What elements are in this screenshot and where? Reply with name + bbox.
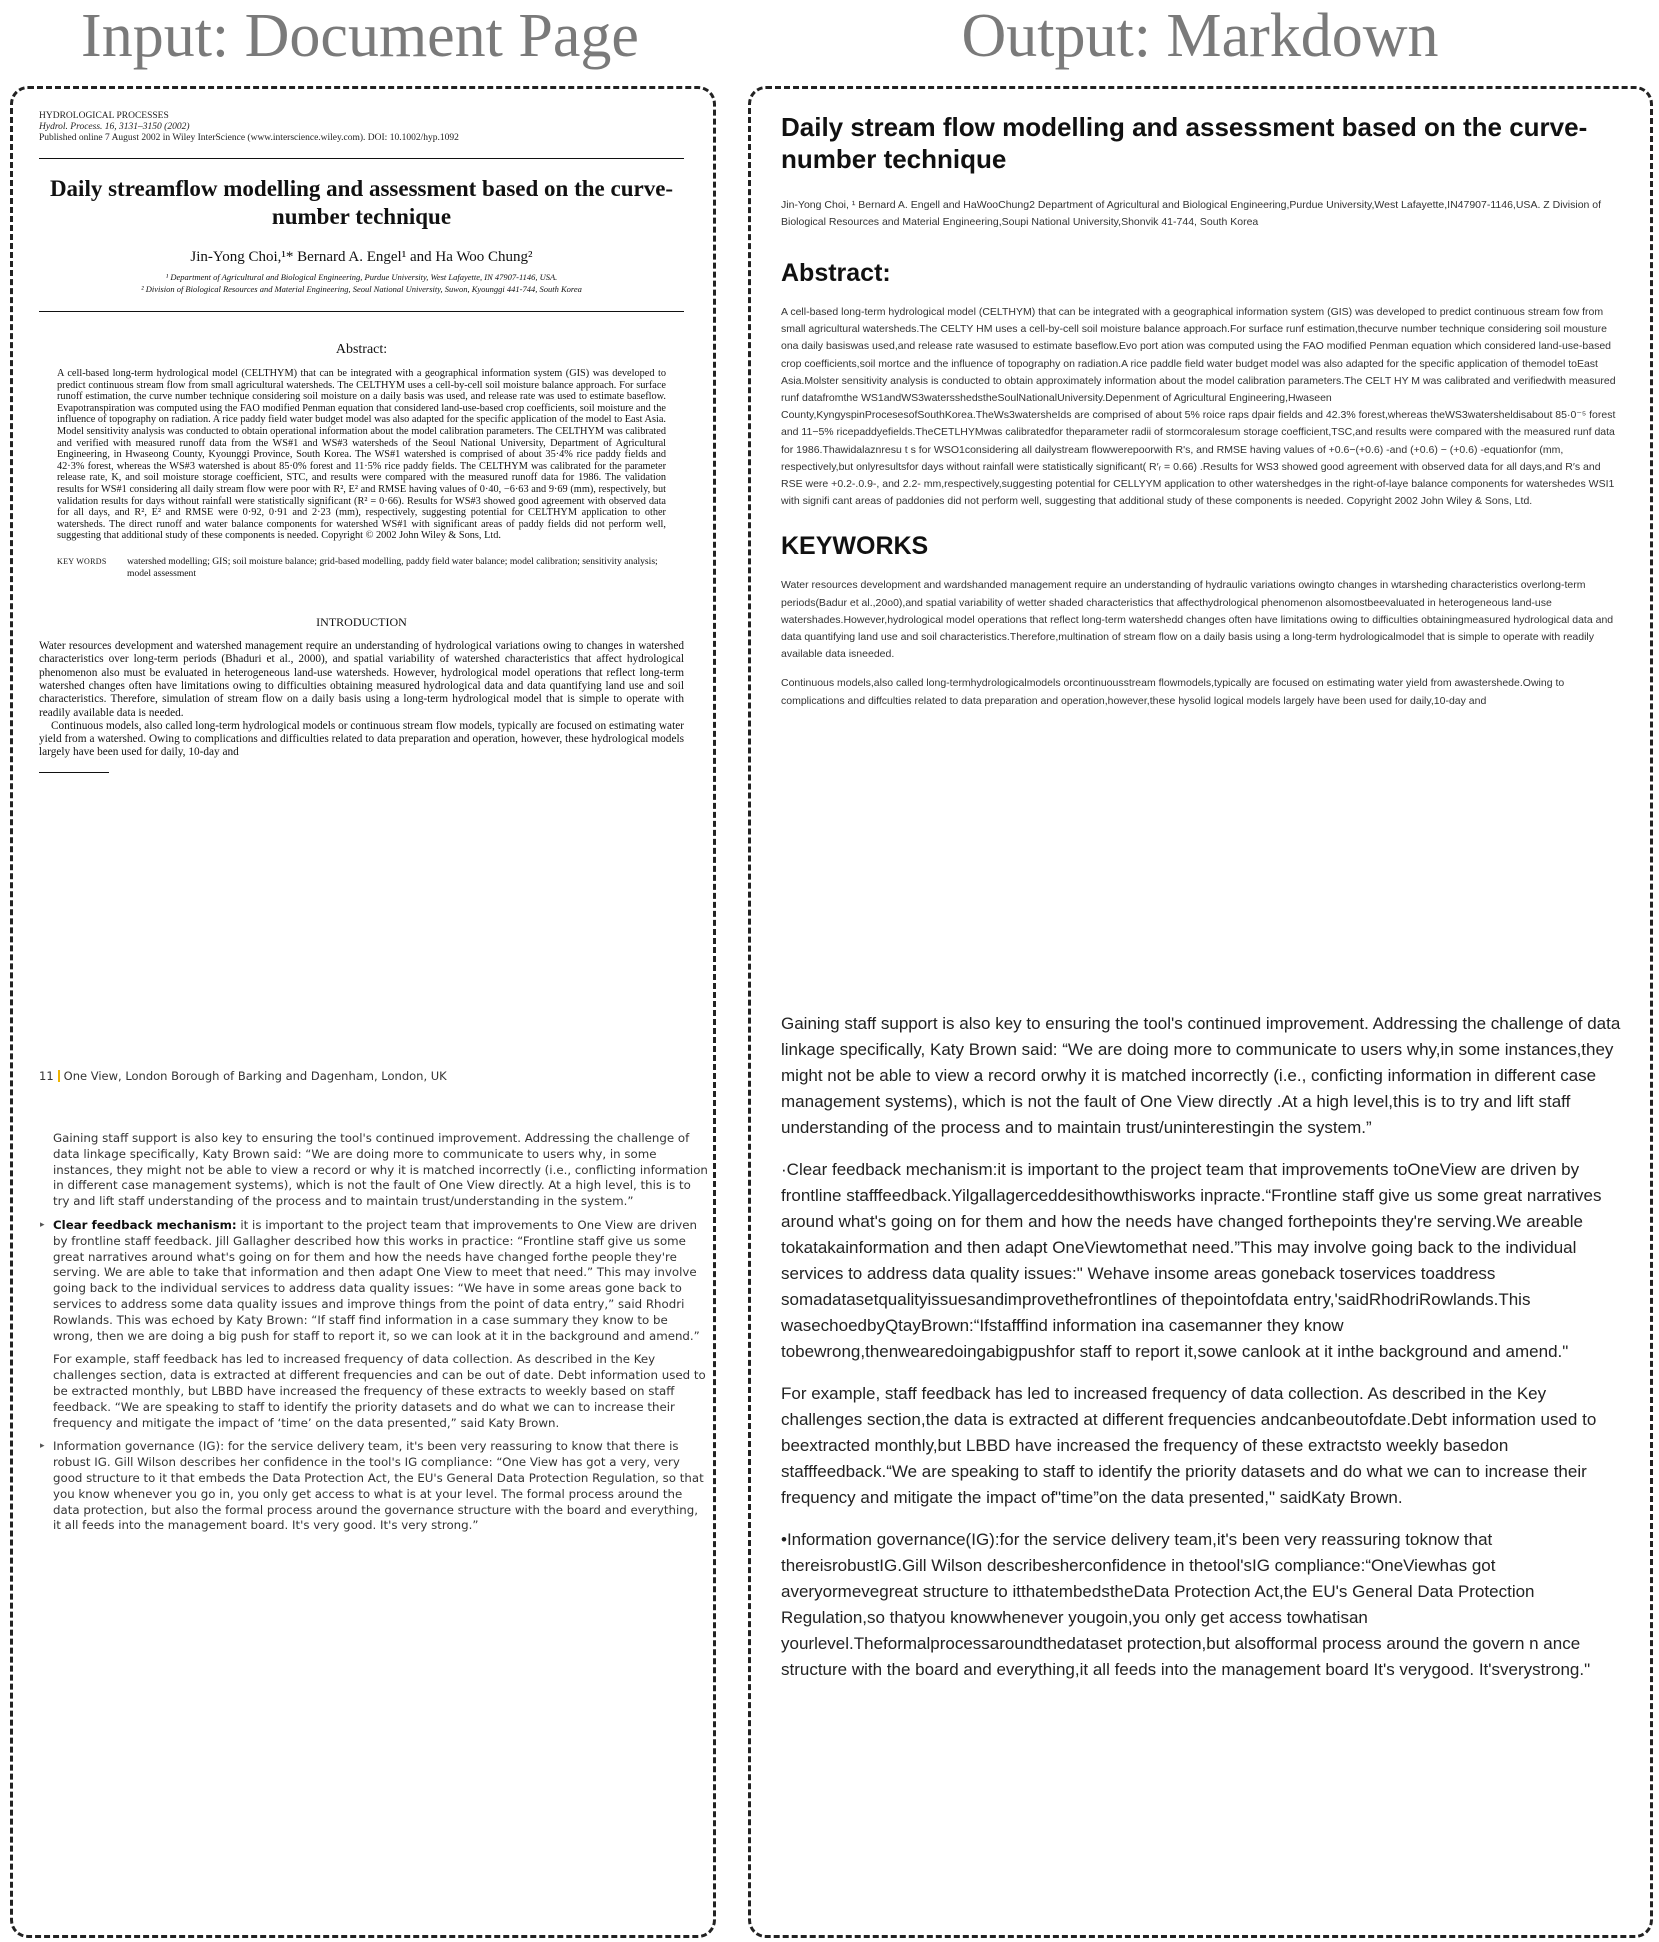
md-abstract-text: A cell-based long-term hydrological model (CELTHYM) that can be integrated with a geographical information system (GIS) was developed to predict continuous stream fow from small agricultural watersheds.The CELTY HM uses a cell-by-cell soil moisture balance approach.For surface runf estimation,thecurve number technique considering soil mousture ona daily basiswas used,and release rate wasused to estimate baseflow.Evo port ation was computed using the FAO modified Penman equation which considered land-use-based crop coefficients,soil mortce and the influence of topography on radiation.A rice paddle field water budget model was also adapted for the specific application of themodel toEast Asia.Molster sensitivity analysis is conducted to obtain approximately information about the model calibration parameters.The CELT HY M was calibrated and verifiedwith measured runf datafromthe WS1andWS3watersshedstheSoulNationalUniversity.Depenment of Agricultural Engineering,Hwaseen County,KyngyspinProcesesofSouthKorea.TheWs3watersheIds are comprised of about 5% roice raps dpair fields and 42.3% forest,whereas theWS3watersheldisabout 85·0⁻⁵ forest and 11−5% ricepaddyefields.TheCETLHYMwas calibratedfor theparameter radii of stormcoralesum storage coefficient,TSC,and results were compared with the measured runf data for 1986.Thawidalaznresu t s for WSO1considering all dailystream flowwerepoorwith R's, and RMSE having values of +0.6−(+0.6) -and (+0.6) − (+0.6) -equationfor (mm, respectively,but onlyresultsfor days without rainfall were statistically significant( R′ᵣ = 0.66) .Results for WS3 showed good agreement with observed data for all days,and R′s and RSE were +0.2-.0.9-, and 2.2- mm,respectively,suggesting potential for CELLYYM application to other watershedges in the right-of-laye balance components for watershedes WSI1 with signifi cant areas of paddonies did not perform well, suggesting that additional study of these components is needed. Copyright 2002 John Wiley & Sons, Ltd.	[781, 306, 1616, 508]
report-page	[39, 1069, 709, 1542]
md-report-paragraph-1: Gaining staff support is also key to ensuring the tool's continued improvement. Addressing the challenge of data linkage specifically, Katy Brown said: “We are doing more to communicate to users why,in some instances,they might not be able to view a record orwhy it is matched incorrectly (i.e., conficting information in different case management systems), which is not the fault of One View directly .At a high level,this is to try and lift staff understanding of the process and to maintain trust/uninterestingin the system.”	[781, 1014, 1621, 1137]
journal-citation: Hydrol. Process. 16, 3131–3150 (2002)	[39, 122, 190, 132]
introduction-body	[39, 640, 684, 760]
bullet-1-text: it is important to the project team that improvements to One View are driven by frontline staff feedback. Jill Gallagher described how this works in practice: “Frontline staff give us some great narratives around what's going on for them and how the needs have changed forthe people they're serving. We are able to take that information and then adapt One View to meet that need.” This may involve going back to the individual services to address data quality issues: “We have in some areas gone back to services to address some data quality issues and improve things from the point of data entry,” said Rhodri Rowlands. This was echoed by Katy Brown: “If staff find information in a case summary they know to be wrong, then we are doing a big push for staff to report it, so we can look at it in the background and amend.”	[53, 1217, 700, 1343]
header-accent-bar	[58, 1070, 60, 1082]
footnote-rule	[39, 772, 109, 773]
output-markdown-panel	[748, 86, 1653, 1938]
md-title: Daily stream flow modelling and assessment based on the curve-number technique	[781, 112, 1588, 174]
abstract-text: A cell-based long-term hydrological model (CELTHYM) that can be integrated with a geographical information system (GIS) was developed to predict continuous stream flow from small agricultural watersheds. The CELTHYM uses a cell-by-cell soil moisture balance approach. For surface runoff estimation, the curve number technique considering soil moisture on a daily basis was used, and release rate was used to estimate baseflow. Evapotranspiration was computed using the FAO modified Penman equation that considered land-use-based crop coefficients, soil moisture and the influence of topography on radiation. A rice paddy field water budget model was also adapted for the specific application of the model to East Asia. Model sensitivity analysis was conducted to obtain operational information about the model calibration parameters. The CELTHYM was calibrated and verified with measured runoff data from the WS#1 and WS#3 watersheds of the Seoul National University, Department of Agricultural Engineering, in Hwaseong County, Kyounggi Province, South Korea. The WS#1 watershed is comprised of about 35·4% rice paddy fields and 42·3% forest, whereas the WS#3 watershed is about 85·0% forest and 11·5% rice paddy fields. The CELTHYM was calibrated for the parameter release rate, K, and soil moisture storage coefficient, STC, and results were compared with the measured runoff data for 1986. The validation results for WS#1 considering all daily stream flow were poor with R², E² and RMSE having values of 0·40, −6·63 and 9·69 (mm), respectively, but validation results for days without rainfall were statistically significant (R² = 0·66). Results for WS#3 showed good agreement with observed data for all days, and R², E² and RMSE were 0·92, 0·91 and 2·23 (mm), respectively, suggesting potential for CELTHYM application to other watersheds. The direct runoff and water balance components for watershed WS#1 with significant areas of paddy fields did not perform well, suggesting that additional study of these components is needed. Copyright © 2002 John Wiley & Sons, Ltd.	[57, 368, 666, 542]
affiliation-2: ² Division of Biological Resources and Material Engineering, Seoul National University, Suwon, Kyounggi 441-744, South Korea	[141, 284, 582, 294]
md-keywords-heading: KEYWORKS	[781, 532, 929, 561]
keywords-row	[57, 556, 666, 579]
abstract-heading: Abstract:	[335, 342, 388, 357]
md-keywords-paragraph-1: Water resources development and wardshanded management require an understanding of hydraulic variations owingto changes in wtarsheding characteristics overlong-term periods(Badur et al.,20o0),and spatial variability of wetter shaded characteristics that affecthydrological phenomenon alsomostbeevaluated in heterogeneous land-use watershades.However,hydrological model operations that reflect long-term watershedd changes often have limitations owing to difficulties obtainingmeasured hydrological data and data quantifying land use and soil characteristics.Therefore,multination of stream flow on a daily basis using a long-term hydrologicalmodel that is simple to operate with readily available data isneeded.	[781, 579, 1614, 661]
md-abstract-heading: Abstract:	[781, 259, 891, 287]
paper-title: Daily streamflow modelling and assessment based on the curve-number technique	[49, 176, 674, 229]
markdown-report	[781, 1011, 1621, 1699]
journal-page	[39, 111, 684, 773]
introduction-heading: INTRODUCTION	[316, 615, 407, 630]
report-bullet-1	[53, 1218, 709, 1344]
intro-paragraph-1: Water resources development and watershed management require an understanding of hydrological variations owing to changes in watershed characteristics over long-term periods (Bhaduri et al., 2000), and spatial variability of watershed characteristics that affect hydrological phenomenon also must be evaluated in heterogeneous land-use watersheds. However, hydrological model operations that reflect long-term watershed changes often have limitations owing to difficulties obtaining measured hydrological data and data quantifying land use and soil characteristics. Therefore, simulation of stream flow on a daily basis using a long-term hydrological model that is simple to operate with readily available data is needed.	[39, 640, 684, 719]
journal-name: HYDROLOGICAL PROCESSES	[39, 111, 169, 121]
input-document-panel	[10, 86, 716, 1938]
abstract-rule	[39, 311, 684, 312]
md-report-paragraph-4: •Information governance(IG):for the service delivery team,it's been very reassuring toknow that thereisrobustIG.Gill Wilson describesherconfidence in thetool'sIG compliance:“OneViewhas got averyormevegreat structure to itthatembedstheData Protection Act,the EU's General Data Protection Regulation,so thatyou knowwhenever yougoin,you only get access towhatisan yourlevel.Theformalprocessaroundthedataset protection,but alsofformal process around the govern n ance structure with the board and everything,it all feeds into the management board It's verygood. It'sverystrong."	[781, 1530, 1591, 1679]
keywords-text: watershed modelling; GIS; soil moisture balance; grid-based modelling, paddy field water balance; model calibration; sensitivity analysis; model assessment	[127, 555, 658, 579]
output-header: Output: Markdown	[961, 2, 1439, 70]
md-authors: Jin-Yong Choi, ¹ Bernard A. Engell and HaWooChung2 Department of Agricultural and Biological Engineering,Purdue University,West Lafayette,IN47907-1146,USA. Z Division of Biological Resources and Material Engineering,Soupi National University,Shonvik 41-744, South Korea	[781, 199, 1602, 228]
input-header: Input: Document Page	[81, 2, 639, 70]
report-paragraph-2: For example, staff feedback has led to increased frequency of data collection. As described in the Key challenges section, data is extracted at different frequencies and can be out of date. Debt information used to be extracted monthly, but LBBD have increased the frequency of these extracts to weekly based on staff feedback. “We are speaking to staff to identify the priority datasets and do what we can to increase their frequency and mitigate the impact of ‘time’ on the data presented,” said Katy Brown.	[53, 1352, 706, 1430]
report-header-text: One View, London Borough of Barking and Dagenham, London, UK	[63, 1069, 447, 1083]
affiliation-1: ¹ Department of Agricultural and Biological Engineering, Purdue University, West Lafayette, IN 47907-1146, USA.	[165, 272, 558, 282]
md-report-paragraph-2: ·Clear feedback mechanism:it is important to the project team that improvements toOneView are driven by frontline stafffeedback.Yilgallagerceddesithowthisworks inpracte.“Frontline staff give us some great narratives around what's going on for them and how the needs have changed forthepoints they're serving.We areable tokatakainformation and then adapt OneViewtomethat need.”This may involve going back to the individual services to address data quality issues:" Wehave insome areas goneback toservices toaddress somadatasetqualityissuesandimprovethefrontlines of thepointofdata entry,'saidRhodriRowlands.This wasechoedbyQtayBrown:“Ifstafffind information ina casemanner they know tobewrong,thenwearedoingabigpushfor staff to report it,sowe canlook at it inthe background and amend."	[781, 1160, 1602, 1361]
page-number: 11	[39, 1069, 54, 1083]
header-rule	[39, 158, 684, 159]
report-header	[39, 1069, 709, 1083]
report-paragraph-1: Gaining staff support is also key to ensuring the tool's continued improvement. Addressing the challenge of data linkage specifically, Katy Brown said: “We are doing more to communicate to users why, in some instances, they might not be able to view a record or why it is matched incorrectly (i.e., conflicting information in different case management systems), which is not the fault of One View directly. At a high level, this is to try and lift staff understanding of the process and to maintain trust/understanding in the system.”	[53, 1131, 708, 1209]
md-keywords-paragraph-2: Continuous models,also called long-termhydrologicalmodels orcontinuousstream flowmodels,typically are focused on estimating water yield from awastershede.Owing to complications and diffculties related to data preparation and operation,however,these hysolid logical models largely have been used for daily,10-day and	[781, 677, 1565, 707]
intro-paragraph-2: Continuous models, also called long-term hydrological models or continuous stream flow models, typically are focused on estimating water yield from a watershed. Owing to complications and difficulties related to data preparation and operation, however, these hydrological models largely have been used for daily, 10-day and	[39, 719, 684, 759]
markdown-paper	[781, 111, 1621, 722]
bullet-1-bold: Clear feedback mechanism:	[53, 1217, 237, 1232]
report-bullet-2: ▸ Information governance (IG): for the service delivery team, it's been very reassuring to know that there is robust IG. Gill Wilson describes her confidence in the tool's IG compliance: “One View has got a very, very good structure to it that embeds the Data Protection Act, the EU's General Data Protection Regulation, so that you know whenever you go in, you only get access to what is at your level. The formal process around the data protection, but also the formal process around the governance structure with the board and everything, it all feeds into the management board. It's very good. It's very strong.”	[53, 1439, 709, 1534]
md-report-paragraph-3: For example, staff feedback has led to increased frequency of data collection. As described in the Key challenges section,the data is extracted at different frequencies andcanbeoutofdate.Debt information used to beextracted monthly,but LBBD have increased the frequency of these extractsto weekly basedon stafffeedback.“We are speaking to staff to identify the priority datasets and do what we can to increase their frequency and mitigate the impact of"time”on the data presented," saidKaty Brown.	[781, 1384, 1597, 1507]
paper-authors: Jin-Yong Choi,¹* Bernard A. Engel¹ and Ha Woo Chung²	[190, 249, 533, 265]
keywords-label: KEY WORDS	[57, 556, 107, 566]
journal-published-line: Published online 7 August 2002 in Wiley InterScience (www.interscience.wiley.com). DOI: 10.1002/hyp.1092	[39, 133, 459, 143]
report-body	[39, 1131, 709, 1534]
